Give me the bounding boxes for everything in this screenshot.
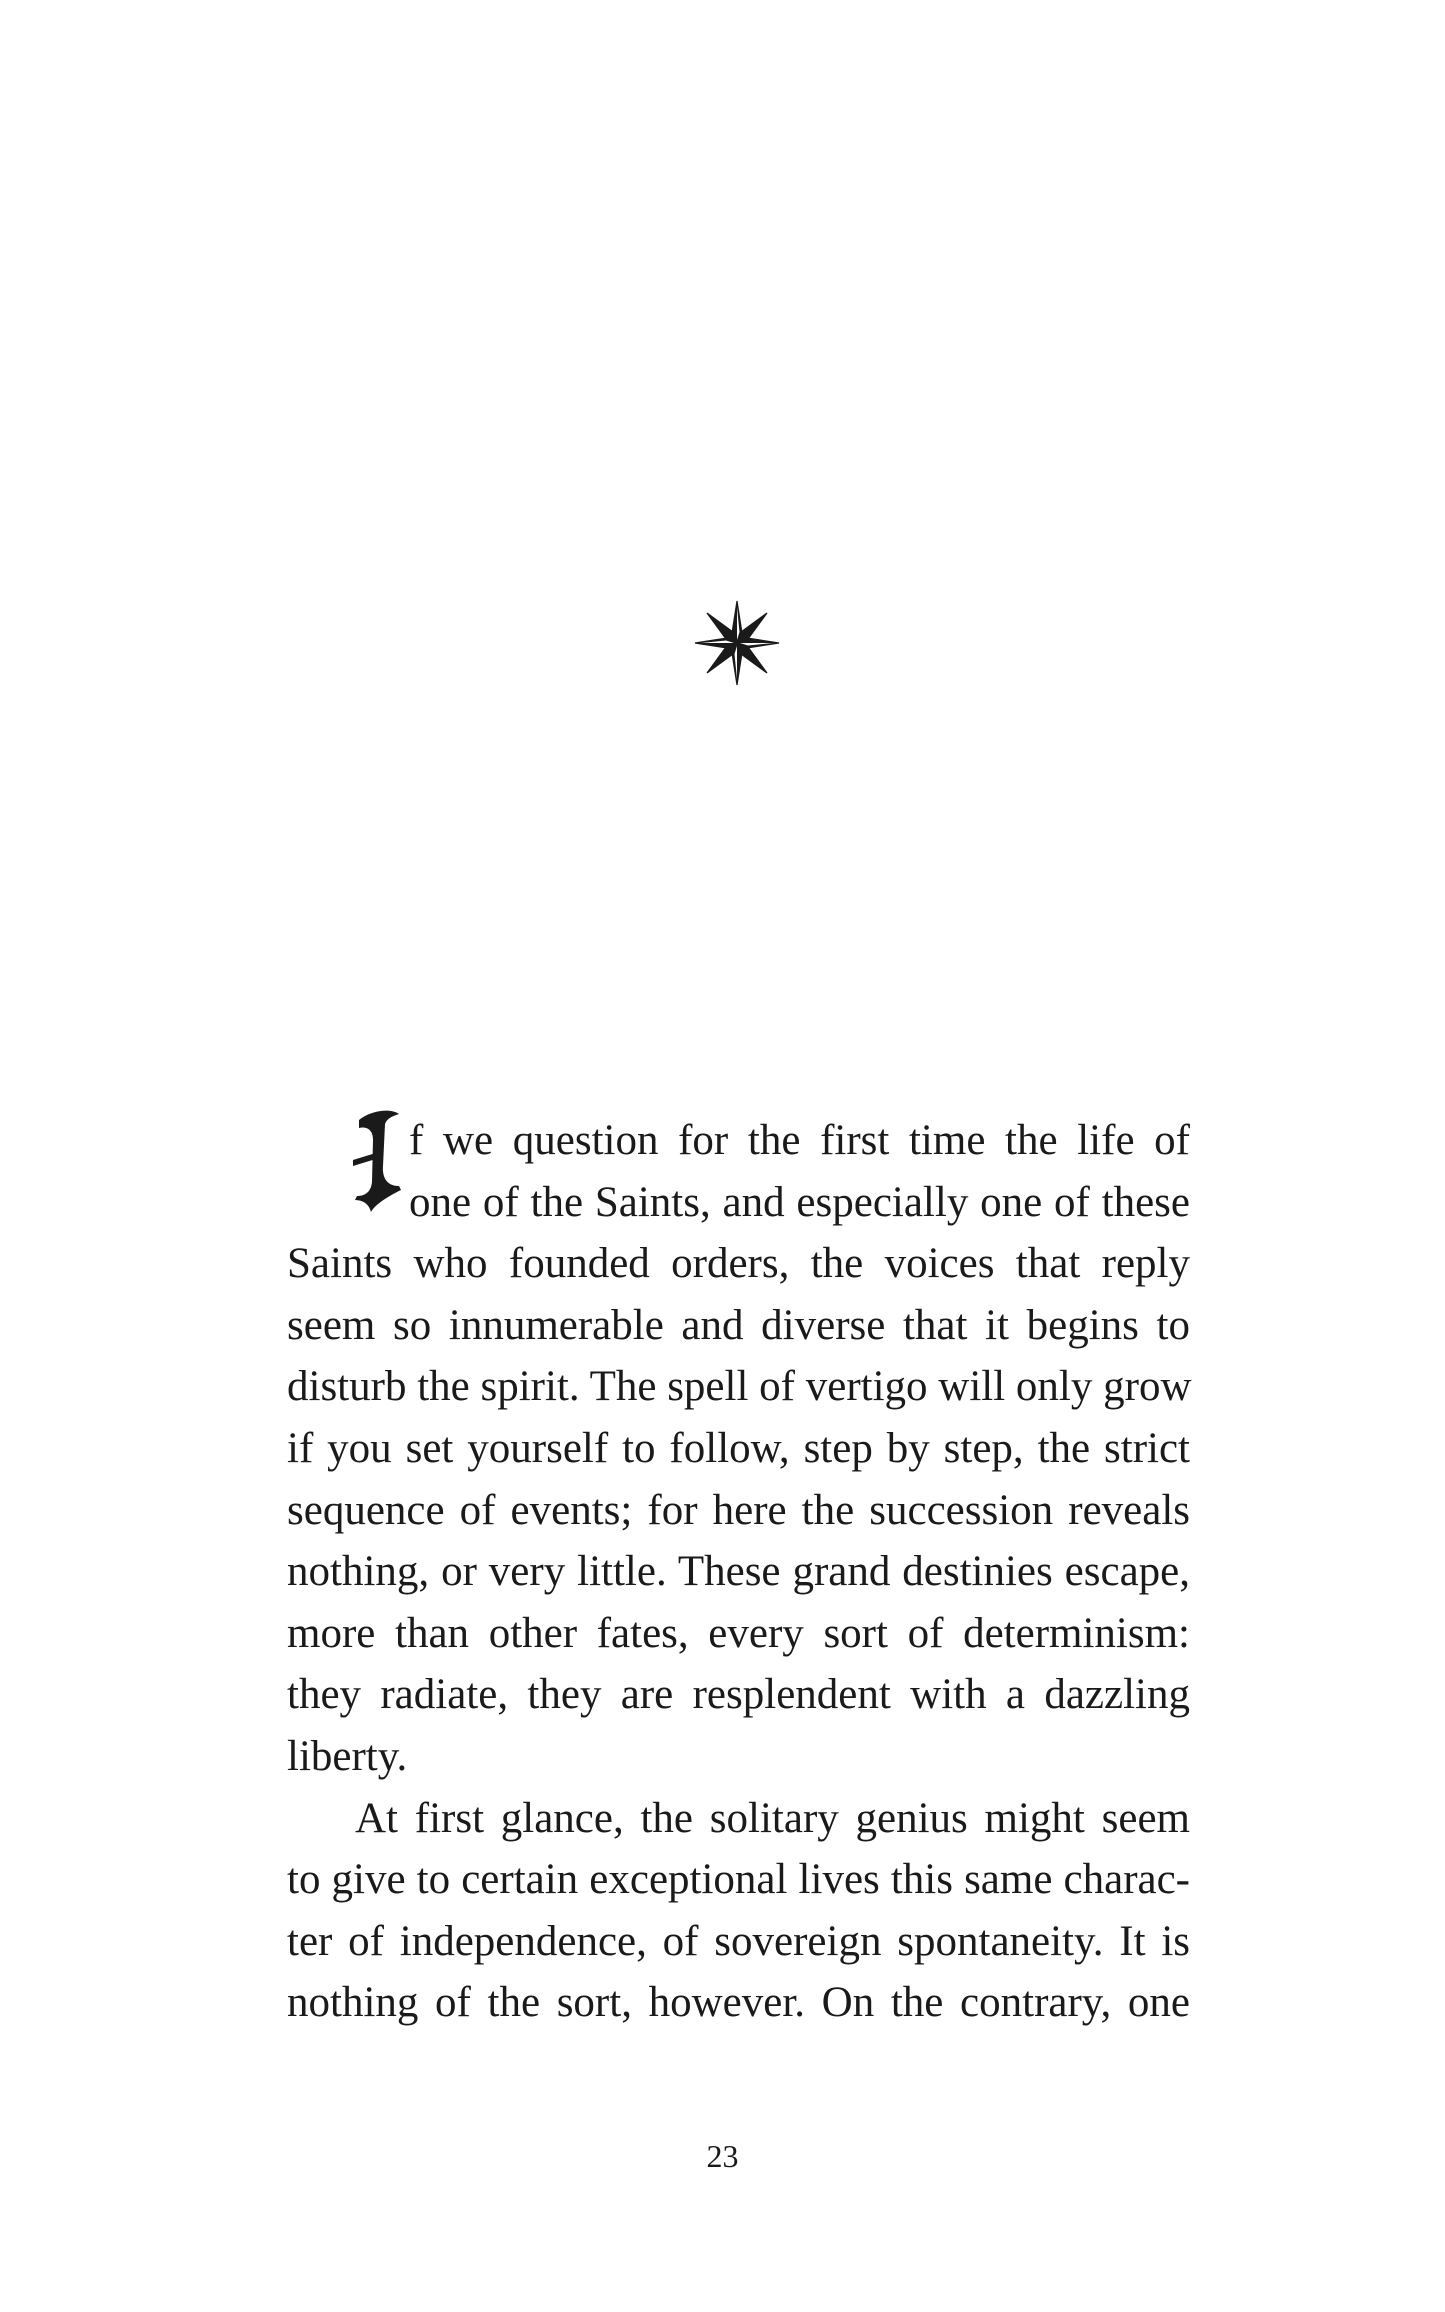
text-line: nothing of the sort, however. On the contrary, one [287,1979,1190,2027]
body-text [287,1110,1190,2034]
text-line: disturb the spirit. The spell of vertigo will only grow [287,1363,1192,1411]
text-line: sequence of events; for here the succession reveals [287,1486,1190,1534]
text-line: to give to certain exceptional lives this same charac- [287,1856,1190,1904]
text-line: one of the Saints, and especially one of these [409,1178,1190,1226]
text-line: more than other fates, every sort of determinism: [287,1609,1190,1657]
text-line: if you set yourself to follow, step by step, the strict [287,1424,1190,1472]
text-line: they radiate, they are resplendent with a dazzling [287,1671,1190,1719]
text-line: At first glance, the solitary genius might seem [355,1794,1190,1842]
text-line: Saints who founded orders, the voices that reply [287,1240,1190,1288]
text-line: nothing, or very little. These grand destinies escape, [287,1548,1190,1596]
text-line: seem so innumerable and diverse that it begins to [287,1301,1190,1349]
compass-star-icon [692,598,782,688]
text-line: liberty. [287,1732,408,1780]
page-number: 23 [706,2138,739,2174]
drop-cap-letter [349,1106,405,1218]
text-line: ter of independence, of sovereign spontaneity. It is [287,1917,1190,1965]
text-line: f we question for the first time the life of [409,1117,1190,1164]
